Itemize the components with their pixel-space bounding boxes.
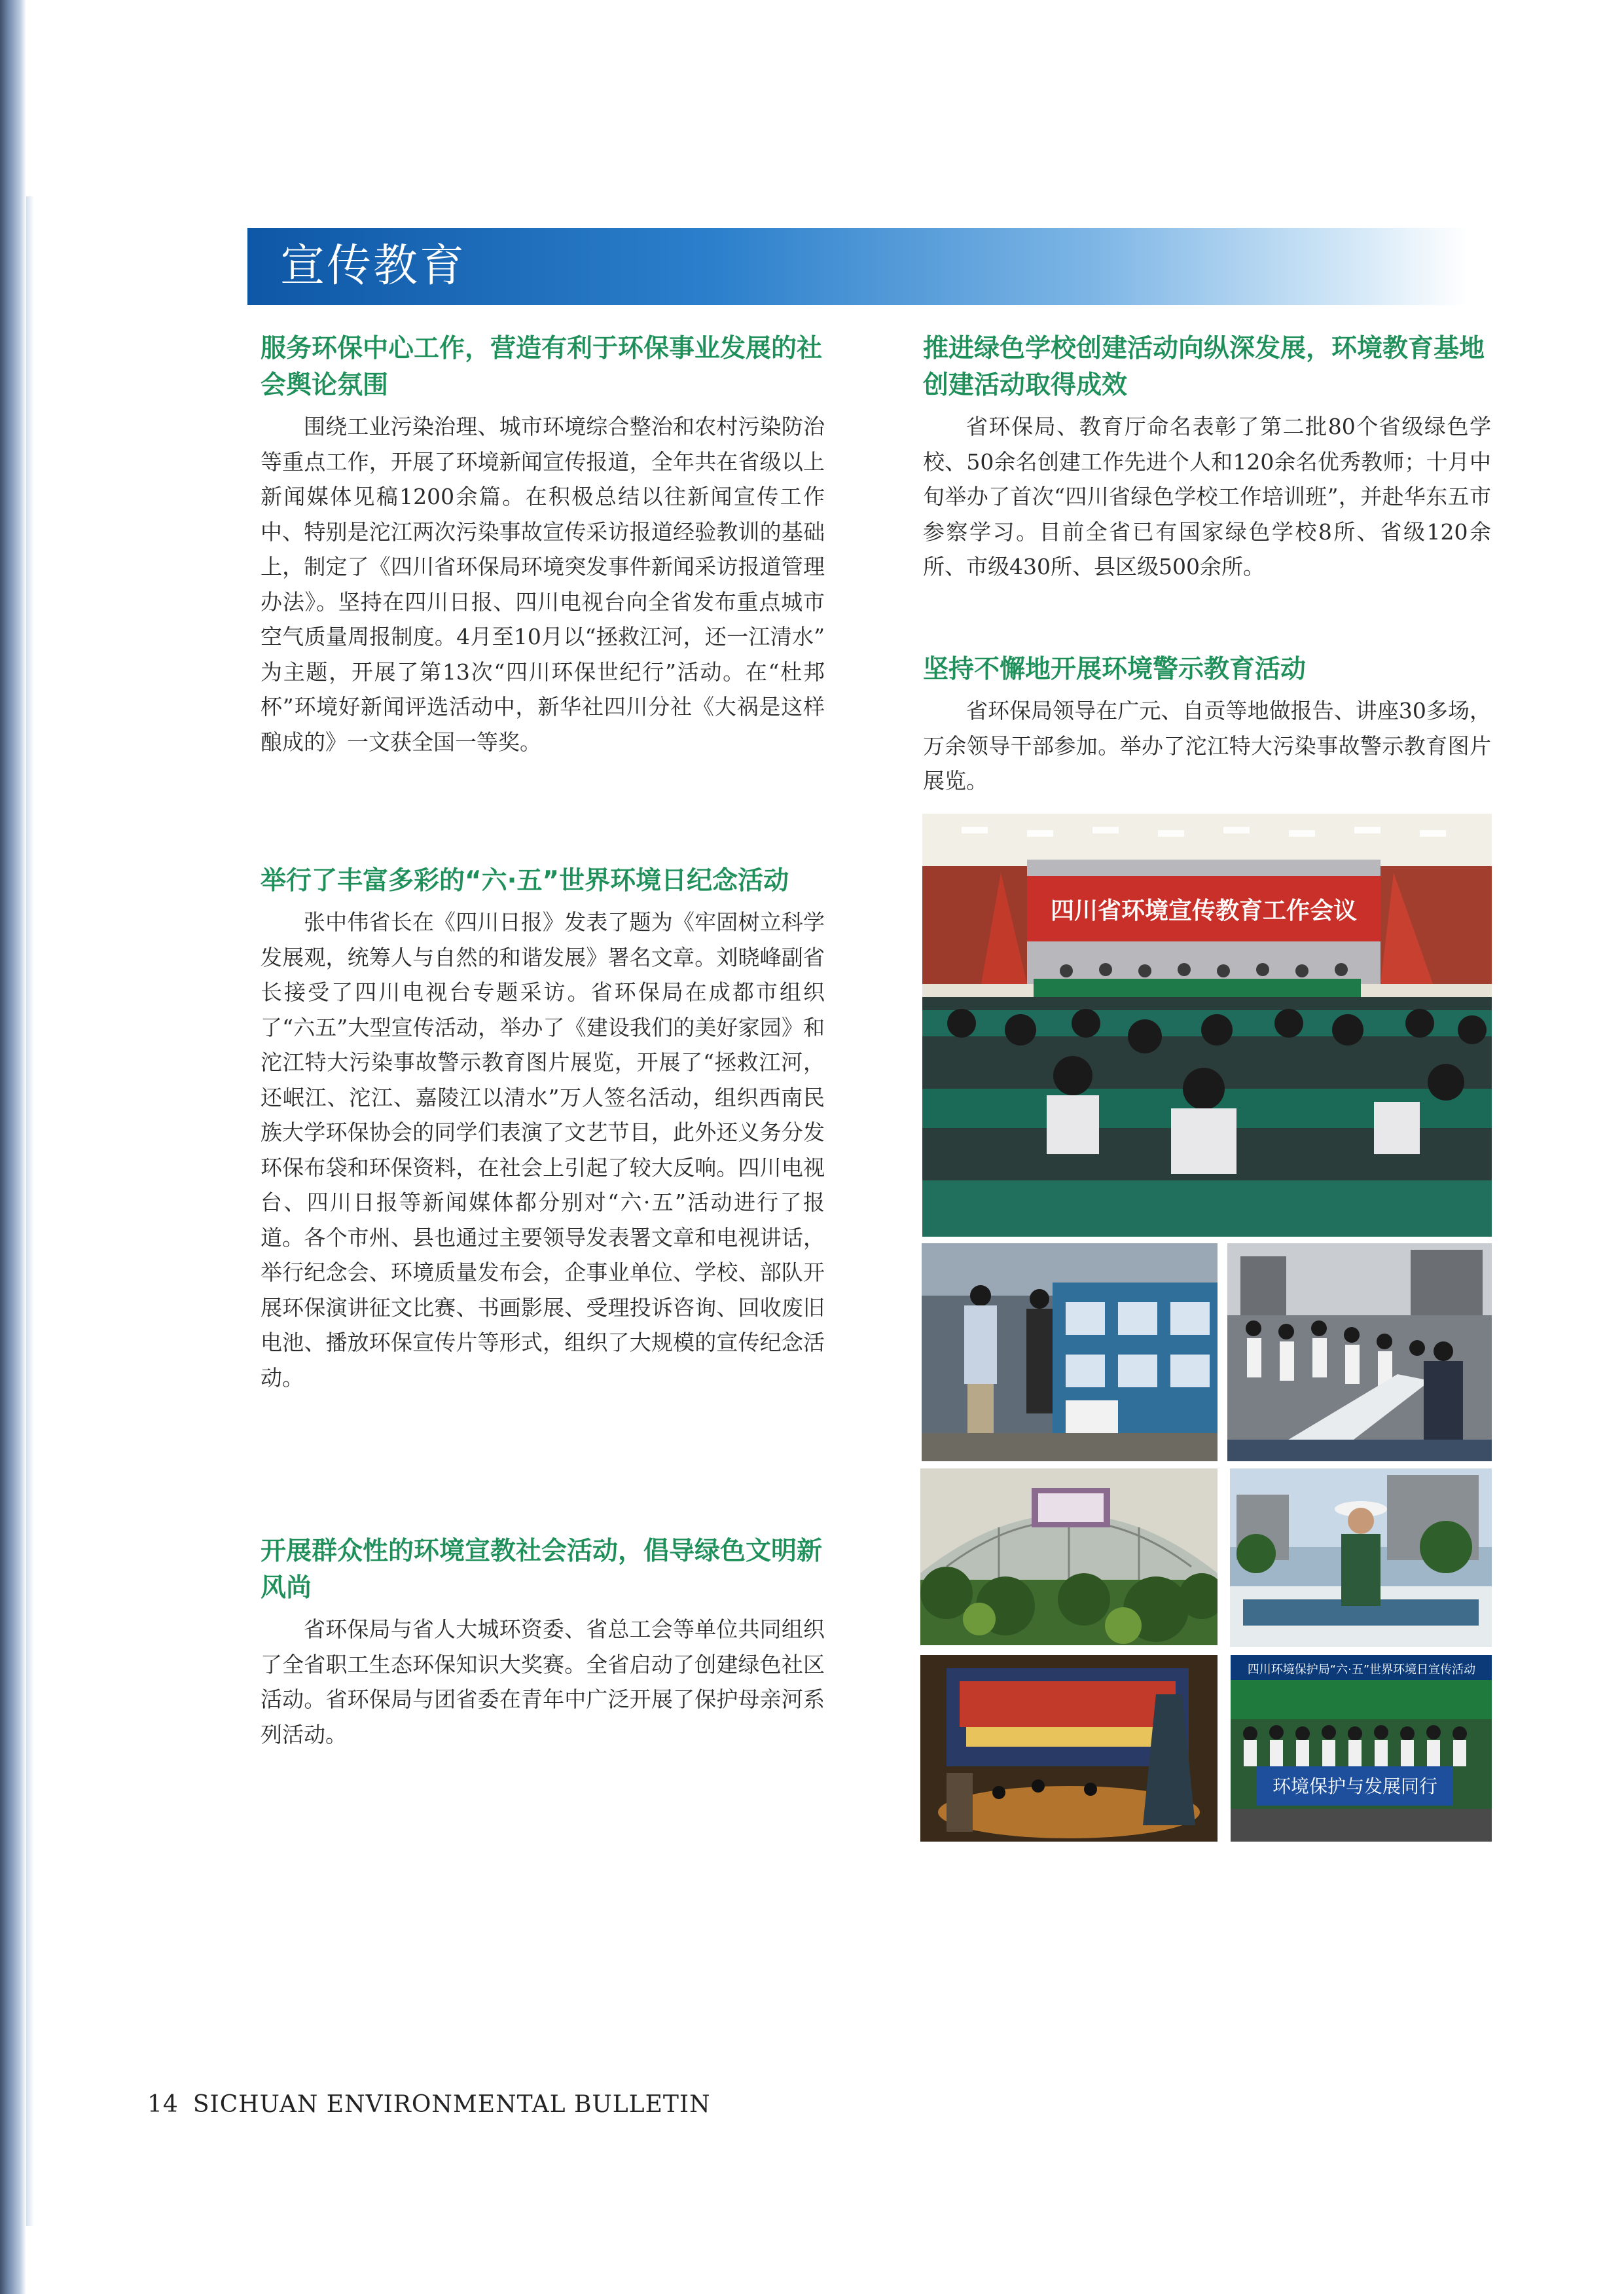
photo-conference bbox=[922, 814, 1492, 1237]
section-heading: 服务环保中心工作，营造有利于环保事业发展的社会舆论氛围 bbox=[261, 334, 823, 400]
photo-speaker bbox=[1230, 1468, 1492, 1647]
group-slogan-text: 环境保护与发展同行 bbox=[1272, 1775, 1438, 1797]
article-section-public-activities bbox=[261, 1533, 825, 1752]
photo-exhibition bbox=[922, 1243, 1218, 1461]
photo-signing bbox=[1227, 1243, 1492, 1461]
section-banner bbox=[247, 228, 1467, 305]
section-heading: 坚持不懈地开展环境警示教育活动 bbox=[923, 655, 1307, 684]
page-footer bbox=[147, 2091, 711, 2118]
section-body: 省环保局、教育厅命名表彰了第二批80个省级绿色学校、50余名创建工作先进个人和120余名优秀教师；十月中旬举办了首次“四川省绿色学校工作培训班”，并赴华东五市参察学习。目前全省已有国家绿色学校8所、省级120余所、市级430所、县区级500余所。 bbox=[923, 414, 1491, 579]
photo-stage bbox=[920, 1655, 1218, 1842]
section-body: 张中伟省长在《四川日报》发表了题为《牢固树立科学发展观，统筹人与自然的和谐发展》署名文章。刘晓峰副省长接受了四川电视台专题采访。省环保局在成都市组织了“六五”大型宣传活动，举办了《建设我们的美好家园》和沱江特大污染事故警示教育图片展览，开展了“拯救江河，还岷江、沱江、嘉陵江以清水”万人签名活动，组织西南民族大学环保协会的同学们表演了文艺节目，此外还义务分发环保布袋和环保资料，在社会上引起了较大反响。四川电视台、四川日报等新闻媒体都分别对“六·五”活动进行了报道。各个市州、县也通过主要领导发表署文章和电视讲话，举行纪念会、环境质量发布会，企事业单位、学校、部队开展环保演讲征文比赛、书画影展、受理投诉咨询、回收废旧电池、播放环保宣传片等形式，组织了大规模的宣传纪念活动。 bbox=[261, 909, 825, 1391]
group-banner-text: 四川环境保护局“六·五”世界环境日宣传活动 bbox=[1247, 1663, 1476, 1677]
page-number: 14 bbox=[147, 2091, 179, 2118]
section-body: 省环保局与省人大城环资委、省总工会等单位共同组织了全省职工生态环保知识大奖赛。全省启动了创建绿色社区活动。省环保局与团省委在青年中广泛开展了保护母亲河系列活动。 bbox=[261, 1616, 825, 1747]
section-body: 围绕工业污染治理、城市环境综合整治和农村污染防治等重点工作，开展了环境新闻宣传报道，全年共在省级以上新闻媒体见稿1200余篇。在积极总结以往新闻宣传工作中、特别是沱江两次污染事故宣传采访报道经验教训的基础上，制定了《四川省环保局环境突发事件新闻采访报道管理办法》。坚持在四川日报、四川电视台向全省发布重点城市空气质量周报制度。4月至10月以“拯救江河，还一江清水” 为主题，开展了第13次“四川环保世纪行”活动。在“杜邦杯”环境好新闻评选活动中，新华社四川分社《大祸是这样酿成的》一文获全国一等奖。 bbox=[261, 414, 825, 755]
page-edge-shadow bbox=[0, 0, 26, 2294]
section-heading: 举行了丰富多彩的“六·五”世界环境日纪念活动 bbox=[261, 866, 789, 896]
section-body: 省环保局领导在广元、自贡等地做报告、讲座30多场，万余领导干部参加。举办了沱江特大污染事故警示教育图片展览。 bbox=[923, 698, 1491, 793]
article-section-green-schools bbox=[923, 331, 1491, 585]
conference-banner-text: 四川省环境宣传教育工作会议 bbox=[1050, 898, 1358, 924]
section-heading: 推进绿色学校创建活动向纵深发展，环境教育基地创建活动取得成效 bbox=[923, 334, 1485, 400]
article-section-warning-education bbox=[923, 651, 1491, 799]
publication-name: SICHUAN ENVIRONMENTAL BULLETIN bbox=[192, 2091, 711, 2118]
section-title: 宣传教育 bbox=[280, 240, 467, 292]
article-section-environment-day bbox=[261, 863, 825, 1395]
photo-greenhouse bbox=[920, 1468, 1218, 1645]
section-heading: 开展群众性的环境宣教社会活动，倡导绿色文明新风尚 bbox=[261, 1537, 823, 1603]
page-edge-highlight bbox=[26, 196, 34, 2226]
photo-group-banner bbox=[1231, 1655, 1492, 1842]
article-section-news bbox=[261, 331, 825, 759]
